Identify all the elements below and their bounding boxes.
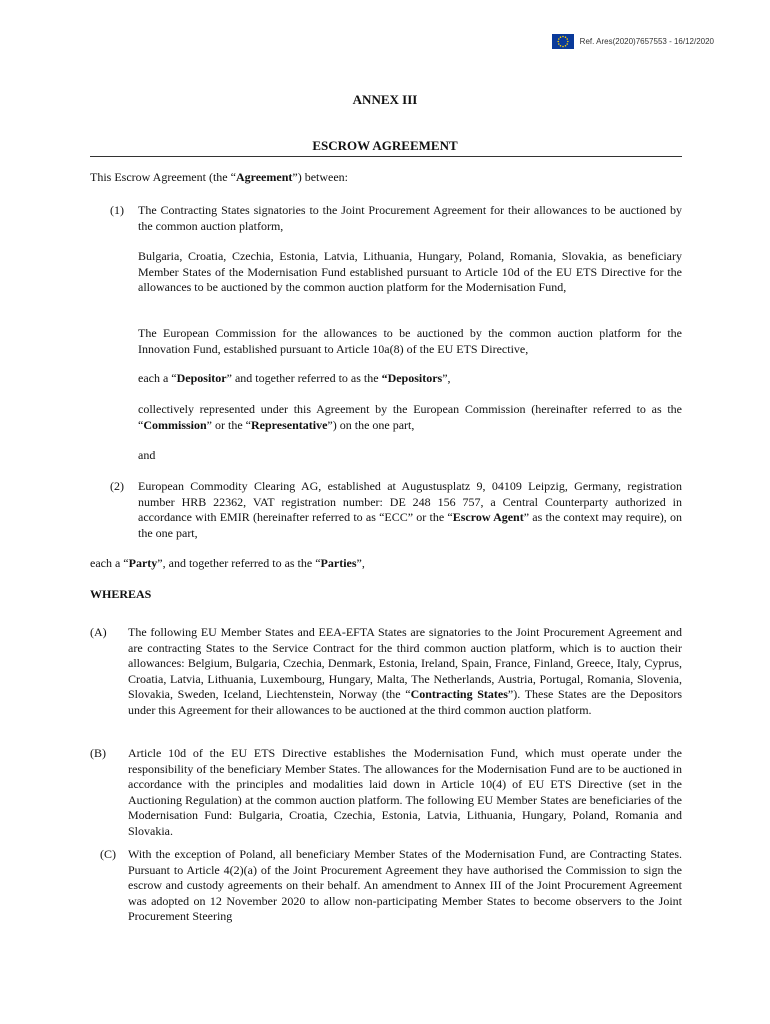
eu-flag-icon: [552, 34, 574, 49]
parties-definition: each a “Party”, and together referred to as the “Parties”,: [90, 556, 365, 570]
party1-represented: collectively represented under this Agreement by the European Commission (hereinafter referred to as the “Commission” or the “Representative”) on the one part,: [138, 402, 682, 432]
party1-depositor: each a “Depositor” and together referred to as the “Depositors”,: [138, 371, 451, 385]
title-rule: [90, 156, 682, 157]
annex-title: ANNEX III: [352, 92, 418, 107]
party2-number: (2): [110, 479, 124, 493]
recital-b-number: (B): [90, 746, 106, 760]
recital-c-text: With the exception of Poland, all beneficiary Member States of the Modernisation Fund, are Contracting States. Pursuant to Article 4(2)(a) of the Joint Procurement Agreement they have authorised the Commission to sign the escrow and custody agreements on their behalf. An amendment to Annex III of the Joint Procurement Agreement was adopted on 12 November 2020 to allow non-participating Member States to become observers to the Joint Procurement Steering: [128, 847, 682, 923]
whereas-heading: WHEREAS: [90, 587, 152, 601]
and-conjunction: and: [138, 448, 156, 462]
recital-a-text: The following EU Member States and EEA-EFTA States are signatories to the Joint Procurement Agreement and are contracting States to the Service Contract for the third common auction platform, which is to auction their allowances: Belgium, Bulgaria, Czechia, Denmark, Estonia, Ireland, Spain, France, Finland, Greece, Italy, Cyprus, Croatia, Latvia, Lithuania, Luxembourg, Hungary, Malta, The Netherlands, Austria, Portugal, Romania, Slovenia, Slovakia, Sweden, Iceland, Liechtenstein, Norway (the “Contracting States”). These States are the Depositors under this Agreement for their allowances to be auctioned at the third common auction platform.: [128, 625, 682, 717]
party1-number: (1): [110, 203, 124, 217]
reference-stamp: [552, 34, 714, 49]
party1-beneficiaries: Bulgaria, Croatia, Czechia, Estonia, Latvia, Lithuania, Hungary, Poland, Romania, Slovakia, as beneficiary Member States of the Modernisation Fund established pursuant to Article 10d of the EU ETS Directive for the allowances to be auctioned by the common auction platform for the Modernisation Fund,: [138, 249, 682, 294]
recital-c-number: (C): [100, 847, 116, 861]
party1-commission: The European Commission for the allowances to be auctioned by the common auction platform for the Innovation Fund, established pursuant to Article 10a(8) of the EU ETS Directive,: [138, 326, 682, 356]
recital-a-number: (A): [90, 625, 107, 639]
party1-text: The Contracting States signatories to the Joint Procurement Agreement for their allowances to be auctioned by the common auction platform,: [138, 203, 682, 233]
reference-text: Ref. Ares(2020)7657553 - 16/12/2020: [579, 37, 714, 46]
intro-paragraph: This Escrow Agreement (the “Agreement”) between:: [90, 170, 349, 184]
party2-text: European Commodity Clearing AG, established at Augustusplatz 9, 04109 Leipzig, Germany, registration number HRB 22362, VAT registration number: DE 248 156 757, a Central Counterparty authorized in accordance with EMIR (hereinafter referred to as “ECC” or the “Escrow Agent” as the context may require), on the one part,: [138, 479, 683, 540]
agreement-title: ESCROW AGREEMENT: [312, 138, 458, 153]
recital-b-text: Article 10d of the EU ETS Directive establishes the Modernisation Fund, which must operate under the responsibility of the beneficiary Member States. The allowances for the Modernisation Fund are to be auctioned in accordance with the principles and modalities laid down in Article 10(4) of EU ETS Directive (set in the Auctioning Regulation) at the common auction platform. The following EU Member States are beneficiaries of the Modernisation Fund: Bulgaria, Croatia, Czechia, Estonia, Latvia, Lithuania, Hungary, Poland, Romania and Slovakia.: [128, 746, 682, 838]
